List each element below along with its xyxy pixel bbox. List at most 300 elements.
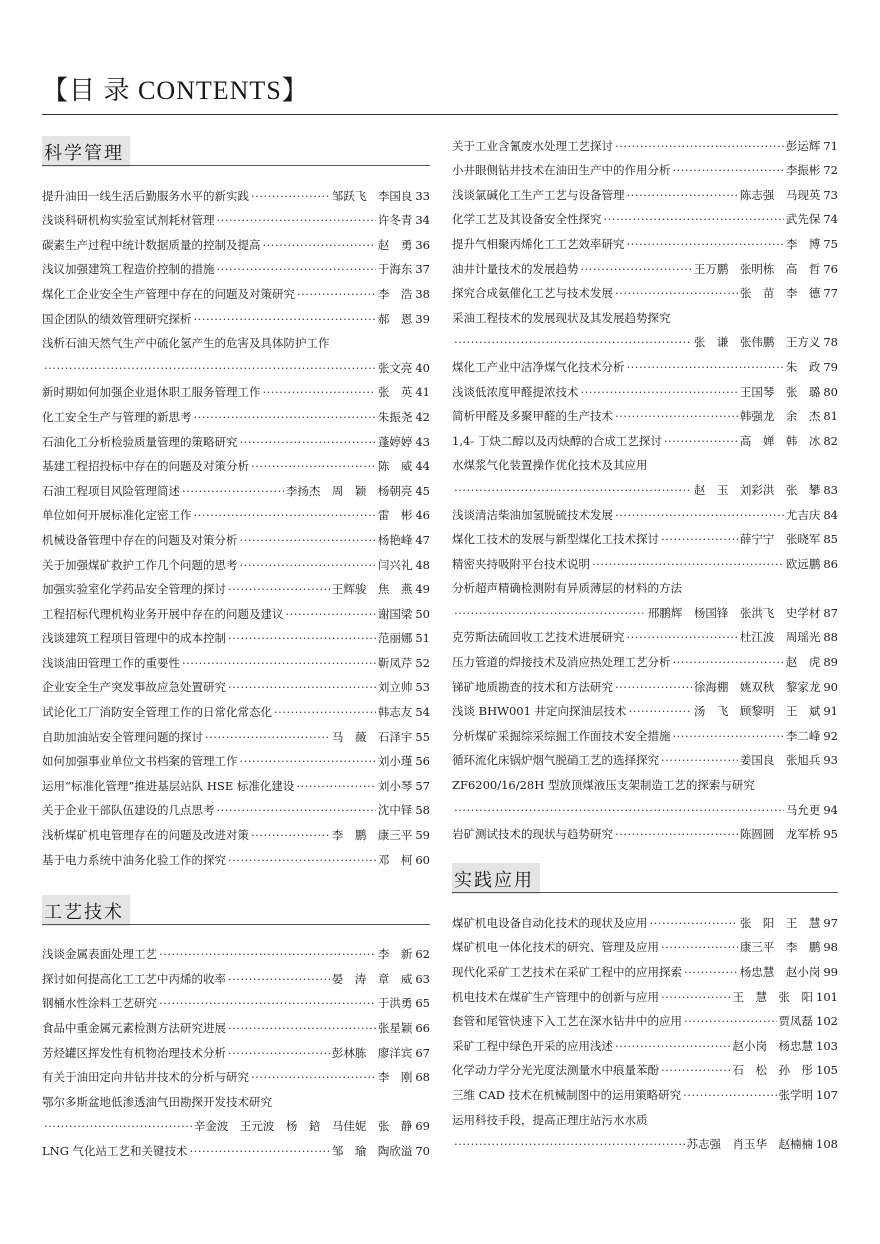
entry-authors: 薛宁宁 张晓军 — [739, 532, 821, 547]
entry-page-number: 56 — [415, 754, 430, 769]
entry-title: 提升油田一线生活后勤服务水平的新实践 — [42, 188, 249, 203]
entry-authors: 刘小瑾 — [377, 754, 413, 769]
leader-dots — [217, 262, 376, 276]
toc-right-column — [452, 128, 838, 1151]
entry-title: 食品中重金属元素检测方法研究进展 — [42, 1021, 226, 1035]
toc-entry[interactable] — [452, 1077, 838, 1102]
entry-page-number: 48 — [415, 557, 430, 572]
toc-entry[interactable] — [42, 449, 430, 474]
toc-entry[interactable] — [42, 498, 430, 523]
leader-dots — [251, 459, 376, 473]
entry-page-number: 71 — [823, 138, 838, 153]
entry-authors: 张 苗 李 德 — [739, 286, 821, 301]
toc-entry[interactable] — [42, 719, 430, 744]
entry-authors: 康三平 李 鹏 — [739, 940, 821, 955]
leader-dots — [661, 940, 738, 954]
leader-dots — [194, 410, 376, 424]
entry-title: 分析超声精确检测附有异质薄层的材料的方法 — [452, 581, 682, 596]
entry-authors: 朱 政 — [785, 359, 821, 374]
entry-title: 现代化采矿工艺技术在采矿工程中的应用探索 — [452, 965, 682, 979]
entry-authors: 赵 勇 — [377, 237, 413, 252]
entry-page-number: 74 — [823, 212, 838, 227]
toc-entry[interactable] — [42, 522, 430, 547]
toc-entry[interactable] — [452, 251, 838, 276]
toc-entry[interactable] — [452, 472, 838, 497]
toc-entry[interactable] — [42, 350, 430, 375]
entry-authors: 张星颖 — [377, 1021, 413, 1035]
leader-dots — [182, 656, 376, 670]
entry-page-number: 77 — [823, 286, 838, 301]
entry-page-number: 82 — [823, 433, 838, 448]
entry-authors: 张学明 — [778, 1087, 814, 1102]
entry-title: 试论化工厂消防安全管理工作的日常化常态化 — [42, 705, 272, 720]
entry-title: 机电技术在煤矿生产管理中的创新与应用 — [452, 989, 659, 1004]
entry-title: 循环流化床锅炉烟气脱硝工艺的选择探究 — [452, 753, 659, 768]
entry-title: 三维 CAD 技术在机械制图中的运用策略研究 — [452, 1087, 682, 1102]
entry-page-number: 43 — [415, 434, 430, 449]
toc-list-technology-continued — [452, 128, 838, 841]
toc-entry[interactable] — [452, 374, 838, 399]
entry-authors: 彭林胨 廖洋宾 — [331, 1045, 413, 1060]
entry-title: 石油化工分析检验质量管理的策略研究 — [42, 434, 238, 449]
toc-entry[interactable] — [452, 325, 838, 350]
leader-dots — [228, 853, 376, 867]
leader-dots — [251, 828, 330, 842]
entry-title: 芳烃罐区挥发性有机物治理技术分析 — [42, 1045, 226, 1060]
toc-entry[interactable] — [452, 522, 838, 547]
entry-title: 关于企业干部队伍建设的几点思考 — [42, 803, 215, 818]
entry-title: 基于电力系统中油务化验工作的探究 — [42, 852, 226, 867]
toc-entry[interactable] — [42, 793, 430, 818]
entry-title: 煤矿机电一体化技术的研究、管理及应用 — [452, 940, 659, 955]
entry-page-number: 54 — [415, 705, 430, 720]
toc-entry[interactable] — [452, 349, 838, 374]
entry-title: 碳素生产过程中统计数据质量的控制及提高 — [42, 237, 261, 252]
leader-dots — [664, 434, 738, 448]
entry-page-number: 89 — [823, 655, 838, 670]
entry-page-number: 72 — [823, 163, 838, 178]
section-divider — [452, 892, 838, 893]
toc-entry[interactable] — [452, 497, 838, 522]
entry-page-number: 68 — [415, 1070, 430, 1085]
header-divider — [42, 114, 838, 115]
entry-authors: 王辉骏 焦 燕 — [331, 582, 413, 597]
leader-dots — [684, 1014, 777, 1028]
toc-entry[interactable] — [452, 743, 838, 768]
leader-dots — [274, 705, 376, 719]
toc-entry[interactable] — [42, 572, 430, 597]
entry-title: 浅谈氯碱化工生产工艺与设备管理 — [452, 187, 625, 202]
entry-page-number: 53 — [415, 680, 430, 695]
toc-entry[interactable] — [42, 178, 430, 203]
entry-page-number: 67 — [415, 1045, 430, 1060]
entry-page-number: 85 — [823, 532, 838, 547]
entry-page-number: 101 — [816, 989, 838, 1004]
entry-title: 如何加强事业单位文书档案的管理工作 — [42, 754, 238, 769]
entry-page-number: 51 — [415, 631, 430, 646]
entry-title: 石油工程项目风险管理简述 — [42, 483, 180, 498]
toc-entry[interactable] — [42, 1133, 430, 1158]
toc-entry[interactable] — [42, 301, 430, 326]
leader-dots — [182, 484, 284, 498]
entry-title: 浅谈清洁柴油加氢脱硫技术发展 — [452, 507, 613, 522]
leader-dots — [661, 1063, 731, 1077]
entry-title: 采油工程技术的发展现状及其发展趋势探究 — [452, 310, 671, 325]
leader-dots — [604, 212, 784, 226]
leader-dots — [228, 1046, 330, 1060]
entry-page-number: 50 — [415, 606, 430, 621]
leader-dots — [661, 532, 738, 546]
toc-entry[interactable] — [42, 961, 430, 986]
leader-dots — [240, 435, 376, 449]
entry-page-number: 99 — [823, 965, 838, 979]
entry-page-number: 90 — [823, 679, 838, 694]
entry-authors: 杨忠慧 赵小岗 — [739, 965, 821, 979]
entry-title: 提升气相聚丙烯化工工艺效率研究 — [452, 236, 625, 251]
toc-entry[interactable] — [42, 1109, 430, 1134]
entry-page-number: 44 — [415, 459, 430, 474]
leader-dots — [581, 385, 738, 399]
entry-authors: 郝 恩 — [377, 311, 413, 326]
entry-title: LNG 气化站工艺和关键技术 — [42, 1143, 188, 1158]
leader-dots — [615, 827, 738, 841]
entry-authors: 杨艳峰 — [377, 532, 413, 547]
entry-title: ZF6200/16/28H 型放顶煤液压支架制造工艺的探索与研究 — [452, 778, 755, 793]
entry-title: 浅析煤矿机电管理存在的问题及改进对策 — [42, 828, 249, 843]
toc-entry[interactable] — [42, 547, 430, 572]
toc-entry[interactable] — [452, 202, 838, 227]
entry-title: 煤矿机电设备自动化技术的现状及应用 — [452, 915, 648, 930]
entry-page-number: 66 — [415, 1021, 430, 1035]
entry-title: 浅谈金属表面处理工艺 — [42, 947, 157, 962]
entry-authors: 谢国梁 — [377, 606, 413, 621]
section-title: 实践应用 — [452, 863, 540, 894]
leader-dots — [217, 803, 376, 817]
leader-dots — [581, 262, 692, 276]
entry-page-number: 91 — [823, 704, 838, 719]
entry-page-number: 37 — [415, 262, 430, 277]
entry-title: 探讨如何提高化工工艺中丙烯的收率 — [42, 971, 226, 986]
leader-dots — [592, 557, 784, 571]
toc-entry[interactable] — [452, 954, 838, 979]
toc-entry[interactable] — [452, 423, 838, 448]
leader-dots — [454, 606, 646, 620]
leader-dots — [159, 996, 376, 1010]
entry-page-number: 36 — [415, 237, 430, 252]
entry-page-number: 98 — [823, 940, 838, 955]
entry-title: 浅谈科研机构实验室试剂耗材管理 — [42, 213, 215, 228]
entry-authors: 李扬杰 周 颖 杨朝亮 — [285, 483, 413, 498]
entry-authors: 朱振尧 — [377, 409, 413, 424]
toc-entry[interactable] — [452, 979, 838, 1004]
entry-authors: 邹 瑜 陶欣溢 — [331, 1143, 413, 1158]
leader-dots — [205, 730, 330, 744]
toc-entry[interactable] — [42, 276, 430, 301]
toc-entry[interactable] — [452, 276, 838, 301]
section-header-management — [42, 128, 430, 172]
toc-entry[interactable] — [452, 905, 838, 930]
entry-title: 浅议加强建筑工程造价控制的措施 — [42, 262, 215, 277]
toc-entry[interactable] — [452, 571, 838, 596]
leader-dots — [627, 360, 784, 374]
leader-dots — [661, 753, 738, 767]
toc-entry[interactable] — [452, 792, 838, 817]
toc-entry[interactable] — [452, 226, 838, 251]
entry-page-number: 88 — [823, 630, 838, 645]
toc-entry[interactable] — [42, 326, 430, 351]
leader-dots — [286, 607, 376, 621]
entry-page-number: 75 — [823, 236, 838, 251]
entry-authors: 李 新 — [377, 947, 413, 962]
toc-entry[interactable] — [42, 596, 430, 621]
entry-authors: 沈中铎 — [377, 803, 413, 818]
toc-list-technology — [42, 937, 430, 1158]
page-title: 【目 录 CONTENTS】 — [42, 76, 309, 105]
toc-entry[interactable] — [452, 399, 838, 424]
entry-page-number: 102 — [816, 1014, 838, 1029]
entry-title: 套管和尾管快速下入工艺在深水钻井中的应用 — [452, 1014, 682, 1029]
leader-dots — [615, 1039, 731, 1053]
entry-authors: 李 博 — [785, 236, 821, 251]
entry-authors: 张文亮 — [377, 360, 413, 375]
leader-dots — [615, 409, 738, 423]
toc-entry[interactable] — [42, 937, 430, 962]
entry-authors: 闫兴礼 — [377, 557, 413, 572]
entry-page-number: 105 — [816, 1063, 838, 1078]
entry-title: 油井计量技术的发展趋势 — [452, 261, 579, 276]
entry-title: 鄂尔多斯盆地低渗透油气田勘探开发技术研究 — [42, 1094, 272, 1109]
entry-authors: 辛金波 王元波 杨 錇 马佳妮 张 静 — [193, 1119, 413, 1134]
leader-dots — [228, 582, 330, 596]
toc-entry[interactable] — [452, 153, 838, 178]
leader-dots — [159, 947, 376, 961]
toc-entry[interactable] — [452, 1028, 838, 1053]
entry-authors: 张 阳 王 慧 — [739, 915, 821, 930]
entry-title: 浅谈建筑工程项目管理中的成本控制 — [42, 631, 226, 646]
entry-authors: 欧远鹏 — [785, 556, 821, 571]
entry-page-number: 69 — [415, 1119, 430, 1134]
entry-authors: 李二峰 — [785, 728, 821, 743]
toc-entry[interactable] — [42, 817, 430, 842]
toc-entry[interactable] — [42, 473, 430, 498]
entry-authors: 刘立帅 — [377, 680, 413, 695]
toc-entry[interactable] — [452, 1053, 838, 1078]
entry-page-number: 39 — [415, 311, 430, 326]
toc-entry[interactable] — [42, 645, 430, 670]
entry-authors: 李 刚 — [377, 1070, 413, 1085]
entry-authors: 马 薇 石泽宇 — [331, 729, 413, 744]
entry-authors: 陈 威 — [377, 459, 413, 474]
leader-dots — [228, 972, 330, 986]
entry-page-number: 45 — [415, 483, 430, 498]
entry-authors: 邓 柯 — [377, 852, 413, 867]
leader-dots — [673, 729, 784, 743]
leader-dots — [454, 483, 692, 497]
entry-page-number: 65 — [415, 996, 430, 1011]
entry-title: 锑矿地质勘查的技术和方法研究 — [452, 679, 613, 694]
entry-title: 精密夹持吸附平台技术说明 — [452, 556, 590, 571]
entry-authors: 李 鹏 康三平 — [331, 828, 413, 843]
entry-authors: 许冬青 — [377, 213, 413, 228]
entry-title: 钢桶水性涂料工艺研究 — [42, 996, 157, 1011]
entry-authors: 徐海棚 姚双秋 黎家龙 — [693, 679, 821, 694]
entry-authors: 尤吉庆 — [785, 507, 821, 522]
entry-page-number: 55 — [415, 729, 430, 744]
entry-authors: 石 松 孙 彤 — [732, 1063, 814, 1078]
entry-authors: 张 英 — [377, 385, 413, 400]
toc-entry[interactable] — [42, 1060, 430, 1085]
entry-title: 国企团队的绩效管理研究探析 — [42, 311, 192, 326]
toc-entry[interactable] — [42, 252, 430, 277]
entry-title: 浅谈低浓度甲醛提浓技术 — [452, 384, 579, 399]
toc-entry[interactable] — [42, 694, 430, 719]
entry-authors: 陈志强 马现英 — [739, 187, 821, 202]
entry-authors: 赵 玉 刘彩洪 张 攀 — [693, 482, 821, 497]
entry-page-number: 42 — [415, 409, 430, 424]
toc-entry[interactable] — [452, 767, 838, 792]
entry-page-number: 73 — [823, 187, 838, 202]
entry-authors: 晏 涛 章 威 — [331, 971, 413, 986]
entry-title: 煤化工企业安全生产管理中存在的问题及对策研究 — [42, 286, 295, 301]
toc-entry[interactable] — [452, 620, 838, 645]
leader-dots — [194, 508, 376, 522]
leader-dots — [263, 238, 376, 252]
entry-page-number: 34 — [415, 213, 430, 228]
toc-entry[interactable] — [452, 718, 838, 743]
entry-title: 1,4- 丁炔二醇以及丙炔醇的合成工艺探讨 — [452, 433, 662, 448]
entry-title: 基建工程招投标中存在的问题及对策分析 — [42, 459, 249, 474]
section-title: 科学管理 — [42, 136, 130, 167]
entry-authors: 韩强龙 余 杰 — [739, 409, 821, 424]
section-header-technology — [42, 887, 430, 931]
toc-entry[interactable] — [452, 817, 838, 842]
entry-title: 新时期如何加强企业退休职工服务管理工作 — [42, 385, 261, 400]
entry-title: 克劳斯法硫回收工艺技术进展研究 — [452, 630, 625, 645]
toc-entry[interactable] — [452, 694, 838, 719]
entry-authors: 刘小琴 — [377, 778, 413, 793]
leader-dots — [240, 533, 376, 547]
entry-page-number: 81 — [823, 409, 838, 424]
entry-authors: 邢鹏辉 杨国锋 张洪飞 史学材 — [647, 605, 821, 620]
leader-dots — [661, 990, 731, 1004]
entry-page-number: 38 — [415, 286, 430, 301]
section-divider — [42, 924, 430, 925]
toc-entry[interactable] — [42, 227, 430, 252]
entry-title: 压力管道的焊接技术及消应热处理工艺分析 — [452, 655, 671, 670]
toc-entry[interactable] — [452, 300, 838, 325]
entry-authors: 姜国良 张旭兵 — [739, 753, 821, 768]
leader-dots — [240, 558, 376, 572]
entry-title: 采矿工程中绿色开采的应用浅述 — [452, 1038, 613, 1053]
toc-entry[interactable] — [452, 669, 838, 694]
leader-dots — [217, 213, 376, 227]
entry-authors: 韩志友 — [377, 705, 413, 720]
toc-entry[interactable] — [452, 595, 838, 620]
entry-authors: 范丽娜 — [377, 631, 413, 646]
entry-page-number: 46 — [415, 508, 430, 523]
entry-title: 水煤浆气化装置操作优化技术及其应用 — [452, 458, 648, 473]
toc-entry[interactable] — [452, 177, 838, 202]
entry-page-number: 58 — [415, 803, 430, 818]
entry-title: 自助加油站安全管理问题的探讨 — [42, 729, 203, 744]
toc-entry[interactable] — [42, 670, 430, 695]
entry-page-number: 47 — [415, 532, 430, 547]
entry-title: 单位如何开展标准化定密工作 — [42, 508, 192, 523]
toc-entry[interactable] — [42, 1035, 430, 1060]
toc-entry[interactable] — [452, 1004, 838, 1029]
leader-dots — [673, 163, 784, 177]
entry-page-number: 40 — [415, 360, 430, 375]
entry-page-number: 76 — [823, 261, 838, 276]
entry-page-number: 108 — [816, 1137, 838, 1152]
toc-entry[interactable] — [452, 1127, 838, 1152]
entry-page-number: 107 — [816, 1087, 838, 1102]
leader-dots — [228, 1021, 376, 1035]
leader-dots — [627, 188, 738, 202]
toc-entry[interactable] — [42, 1084, 430, 1109]
entry-title: 运用“标准化管理”推进基层站队 HSE 标准化建设 — [42, 778, 295, 793]
toc-entry[interactable] — [452, 128, 838, 153]
leader-dots — [228, 680, 376, 694]
toc-entry[interactable] — [42, 375, 430, 400]
entry-page-number: 86 — [823, 556, 838, 571]
toc-entry[interactable] — [42, 842, 430, 867]
toc-entry[interactable] — [42, 986, 430, 1011]
toc-entry[interactable] — [452, 448, 838, 473]
entry-page-number: 70 — [415, 1143, 430, 1158]
entry-title: 浅谈 BHW001 井定向探油层技术 — [452, 704, 627, 719]
toc-entry[interactable] — [452, 644, 838, 669]
toc-entry[interactable] — [42, 621, 430, 646]
entry-title: 浅谈油田管理工作的重要性 — [42, 655, 180, 670]
leader-dots — [627, 237, 784, 251]
leader-dots — [296, 779, 375, 793]
entry-authors: 王 慧 张 阳 — [732, 989, 814, 1004]
toc-entry[interactable] — [42, 1010, 430, 1035]
toc-entry[interactable] — [452, 930, 838, 955]
leader-dots — [615, 508, 784, 522]
entry-title: 浅析石油天然气生产中硫化氢产生的危害及具体防护工作 — [42, 336, 330, 351]
toc-entry[interactable] — [42, 399, 430, 424]
entry-title: 工程招标代理机构业务开展中存在的问题及建议 — [42, 606, 284, 621]
leader-dots — [650, 916, 738, 930]
toc-entry[interactable] — [42, 203, 430, 228]
entry-page-number: 84 — [823, 507, 838, 522]
toc-entry[interactable] — [452, 1102, 838, 1127]
entry-title: 分析煤矿采掘综采综掘工作面技术安全措施 — [452, 728, 671, 743]
entry-title: 化学动力学分光光度法测量水中痕量苯酚 — [452, 1063, 659, 1078]
entry-authors: 马允更 — [785, 802, 821, 817]
toc-entry[interactable] — [42, 768, 430, 793]
leader-dots — [684, 965, 738, 979]
toc-entry[interactable] — [452, 546, 838, 571]
entry-title: 企业安全生产突发事故应急处置研究 — [42, 680, 226, 695]
entry-authors: 李 浩 — [377, 286, 413, 301]
toc-entry[interactable] — [42, 424, 430, 449]
leader-dots — [251, 189, 330, 203]
leader-dots — [194, 312, 376, 326]
entry-title: 关于工业含氰废水处理工艺探讨 — [452, 138, 613, 153]
entry-page-number: 95 — [823, 827, 838, 842]
leader-dots — [44, 361, 376, 375]
entry-authors: 邹跃飞 李国良 — [331, 188, 413, 203]
entry-title: 化学工艺及其设备安全性探究 — [452, 212, 602, 227]
entry-title: 有关于油田定向井钻井技术的分析与研究 — [42, 1070, 249, 1085]
entry-title: 煤化工产业中洁净煤气化技术分析 — [452, 359, 625, 374]
toc-entry[interactable] — [42, 744, 430, 769]
leader-dots — [673, 655, 784, 669]
toc-list-management — [42, 178, 430, 867]
